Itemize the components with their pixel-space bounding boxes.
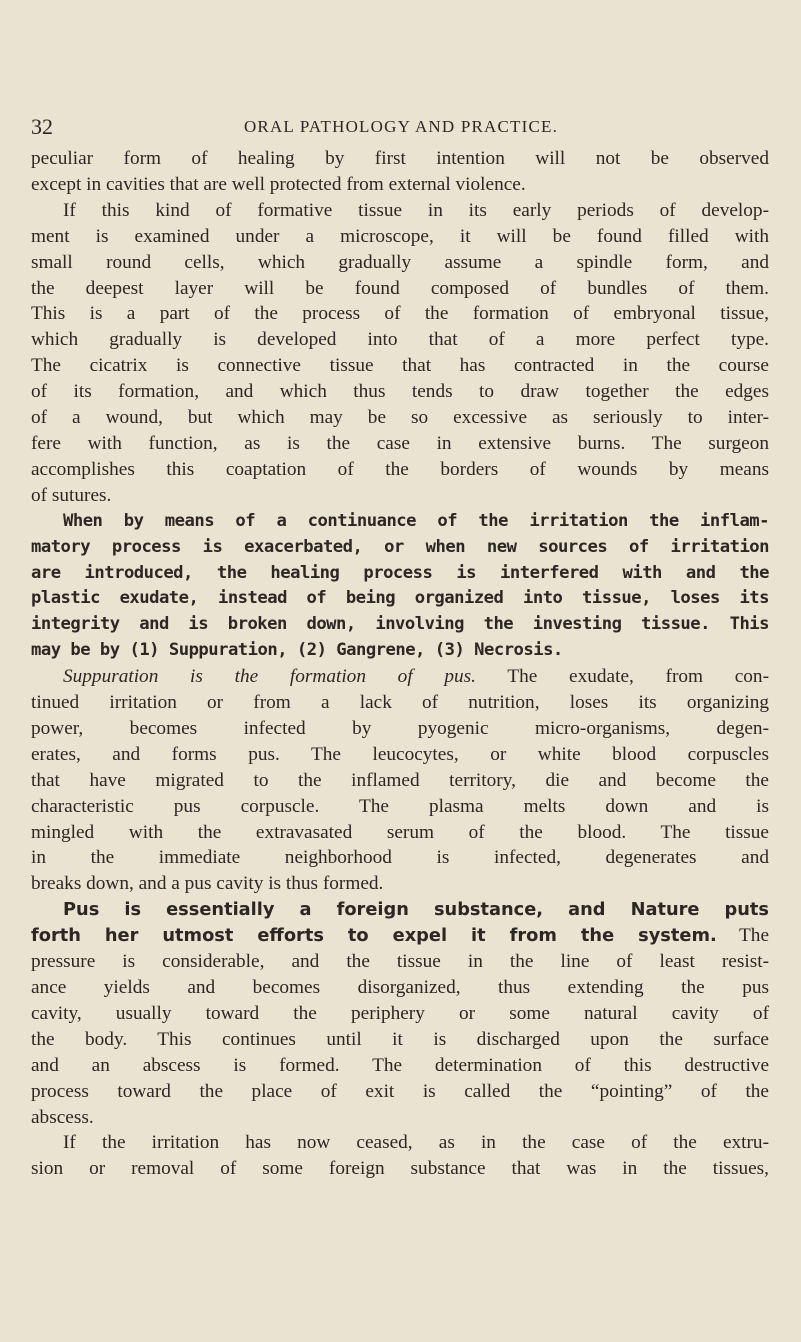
- page-number: 32: [31, 114, 53, 139]
- text-line: peculiar form of healing by first intention will not be observed: [31, 148, 769, 169]
- page-header: [31, 114, 771, 140]
- text-line: erates, and forms pus. The leucocytes, or white blood corpuscles: [31, 743, 769, 765]
- bold-text-line: When by means of a continuance of the irritation the inflam-: [63, 510, 769, 531]
- text-line: the body. This continues until it is discharged upon the surface: [31, 1028, 769, 1050]
- text-line: process toward the place of exit is called the “pointing” of the: [31, 1080, 769, 1102]
- text-line: the deepest layer will be found composed of bundles of them.: [31, 277, 769, 299]
- text-line: small round cells, which gradually assume a spindle form, and: [31, 251, 769, 273]
- text-line: of a wound, but which may be so excessive as seriously to inter-: [31, 407, 769, 429]
- italic-lead: Suppuration is the formation of pus.: [63, 666, 476, 688]
- text-line: abscess.: [31, 1106, 94, 1128]
- text-line: tinued irritation or from a lack of nutrition, loses its organizing: [31, 692, 769, 714]
- text-run: The: [716, 925, 769, 947]
- text-line: This is a part of the process of the formation of embryonal tissue,: [31, 303, 769, 325]
- text-line: sion or removal of some foreign substance that was in the tissues,: [31, 1158, 769, 1180]
- text-line: accomplishes this coaptation of the borders of wounds by means: [31, 458, 769, 480]
- body-text: [31, 146, 769, 1182]
- text-line: and an abscess is formed. The determination of this destructive: [31, 1054, 769, 1076]
- text-line: breaks down, and a pus cavity is thus formed.: [31, 873, 384, 895]
- text-line: of sutures.: [31, 484, 112, 506]
- text-line: ance yields and becomes disorganized, thus extending the pus: [31, 977, 769, 998]
- text-line: which gradually is developed into that of a more perfect type.: [31, 329, 769, 351]
- text-line: cavity, usually toward the periphery or some natural cavity of: [31, 1002, 769, 1024]
- bold-text-line: are introduced, the healing process is interfered with and the: [31, 562, 769, 583]
- text-line: mingled with the extravasated serum of the blood. The tissue: [31, 821, 769, 843]
- bold-text-line: Pus is essentially a foreign substance, and Nature puts: [63, 899, 769, 921]
- text-line: The cicatrix is connective tissue that has contracted in the course: [31, 355, 769, 377]
- text-line: of its formation, and which thus tends to draw together the edges: [31, 381, 769, 403]
- text-line: characteristic pus corpuscle. The plasma melts down and is: [31, 795, 769, 817]
- text-run: The exudate, from con-: [476, 666, 769, 688]
- text-line: pressure is considerable, and the tissue in the line of least resist-: [31, 951, 769, 973]
- running-head: ORAL PATHOLOGY AND PRACTICE.: [243, 117, 559, 136]
- bold-run: forth her utmost efforts to expel it from the system.: [31, 925, 717, 947]
- bold-text-line: integrity and is broken down, involving the investing tissue. This: [31, 614, 769, 635]
- bold-text-line: matory process is exacerbated, or when new sources of irritation: [31, 536, 769, 557]
- text-line: except in cavities that are well protected from external violence.: [31, 173, 526, 195]
- text-line: that have migrated to the inflamed territory, die and become the: [31, 769, 769, 791]
- bold-text-line: may be by (1) Suppuration, (2) Gangrene, (3) Necrosis.: [31, 640, 563, 661]
- text-line: [31, 923, 769, 949]
- text-line: If the irritation has now ceased, as in the case of the extru-: [63, 1132, 769, 1154]
- text-line: If this kind of formative tissue in its early periods of develop-: [63, 199, 769, 221]
- text-line: ment is examined under a microscope, it will be found filled with: [31, 225, 769, 247]
- text-line: power, becomes infected by pyogenic micro-organisms, degen-: [31, 717, 769, 739]
- bold-text-line: plastic exudate, instead of being organized into tissue, loses its: [31, 588, 769, 609]
- text-line: fere with function, as is the case in extensive burns. The surgeon: [31, 432, 769, 454]
- text-line: in the immediate neighborhood is infected, degenerates and: [31, 847, 769, 869]
- text-line: [31, 664, 769, 690]
